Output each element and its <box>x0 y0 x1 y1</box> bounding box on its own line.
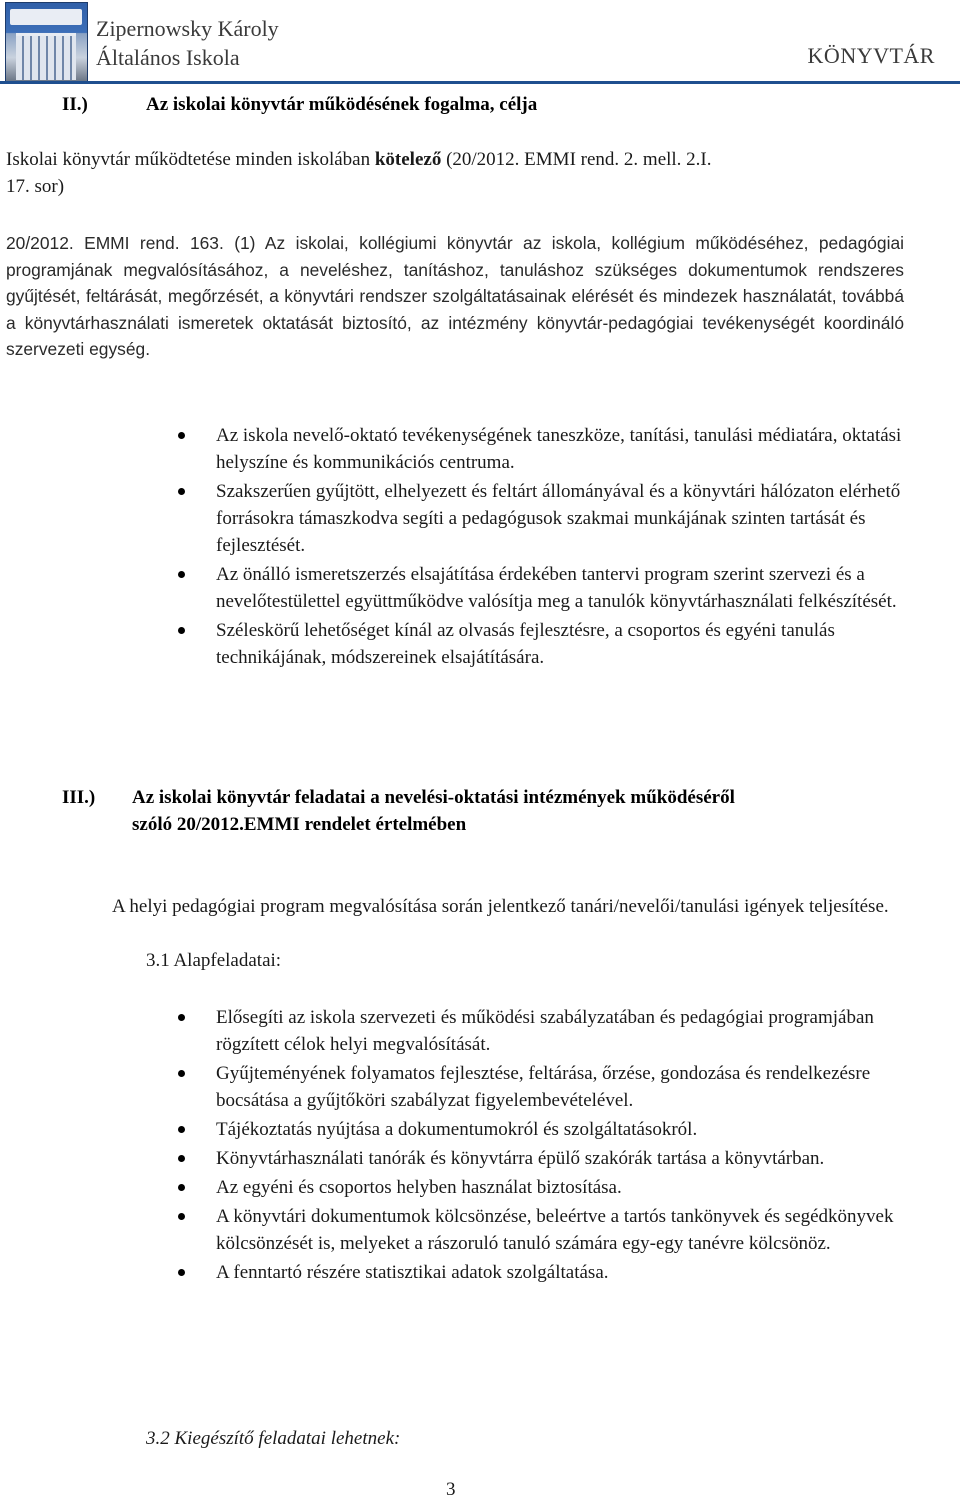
list-item-text: Az önálló ismeretszerzés elsajátítása érdekében tantervi program szerint szervezi és a nevelőtestülettel együttműködve valósítja meg a tanulók könyvtárhasználati felkészítését. <box>216 564 897 612</box>
bullet-icon <box>178 571 185 578</box>
list-item-text: Tájékoztatás nyújtása a dokumentumokról és szolgáltatásokról. <box>216 1119 698 1140</box>
header-divider <box>0 81 960 84</box>
list-item <box>216 478 906 559</box>
section-3-title-line1: Az iskolai könyvtár feladatai a nevelési-oktatási intézmények működéséről <box>132 787 735 808</box>
list-item-text: Könyvtárhasználati tanórák és könyvtárra épülő szakórák tartása a könyvtárban. <box>216 1148 825 1169</box>
section-3-bullet-list <box>216 1004 906 1286</box>
list-item-text: Gyűjteményének folyamatos fejlesztése, feltárása, őrzése, gondozása és rendelkezésre bocsátása a gyűjtőköri szabályzat figyelembevételével. <box>216 1063 871 1111</box>
list-item <box>216 561 906 615</box>
school-name-line1: Zipernowsky Károly <box>96 16 279 41</box>
list-item <box>216 617 906 671</box>
list-item <box>216 1145 906 1172</box>
list-item <box>216 1116 906 1143</box>
section-3-number: III.) <box>62 787 96 808</box>
section-3-title <box>132 784 912 838</box>
bullet-icon <box>178 1014 185 1021</box>
bullet-icon <box>178 1213 185 1220</box>
list-item-text: Szakszerűen gyűjtött, elhelyezett és feltárt állományával és a könyvtári hálózaton elérhető forrásokra támaszkodva segíti a pedagógusok szakmai munkájának szinten tartását és fejlesztését. <box>216 481 901 556</box>
intro-text-start: Iskolai könyvtár működtetése minden iskolában <box>6 149 375 170</box>
bullet-icon <box>178 1126 185 1133</box>
logo-banner <box>10 9 82 25</box>
section-2-intro <box>6 146 904 173</box>
section-3-title-line2: szóló 20/2012.EMMI rendelet értelmében <box>132 814 467 835</box>
list-item-text: Az iskola nevelő-oktató tevékenységének taneszköze, tanítási, tanulási médiatára, oktatási helyszíne és kommunikációs centruma. <box>216 425 902 473</box>
bullet-icon <box>178 488 185 495</box>
page-header <box>0 0 960 84</box>
list-item <box>216 1259 906 1286</box>
section-2-bullet-list <box>216 422 906 671</box>
school-name <box>96 14 279 72</box>
list-item-text: A fenntartó részére statisztikai adatok szolgáltatása. <box>216 1262 609 1283</box>
list-item <box>216 422 906 476</box>
list-item <box>216 1174 906 1201</box>
logo-building-photo <box>16 33 76 80</box>
section-2-number: II.) <box>62 94 88 115</box>
intro-bold-mandatory: kötelező <box>374 149 442 170</box>
list-item-text: Széleskörű lehetőséget kínál az olvasás fejlesztésre, a csoportos és egyéni tanulás technikájának, módszereinek elsajátítására. <box>216 620 835 668</box>
bullet-icon <box>178 627 185 634</box>
school-name-line2: Általános Iskola <box>96 45 240 70</box>
list-item <box>216 1004 906 1058</box>
subsection-3-1-label: 3.1 Alapfeladatai: <box>146 950 282 971</box>
school-logo <box>5 2 88 82</box>
list-item-text: Elősegíti az iskola szervezeti és működési szabályzatában és pedagógiai programjában rögzített célok helyi megvalósítását. <box>216 1007 874 1055</box>
bullet-icon <box>178 432 185 439</box>
header-section-label: KÖNYVTÁR <box>807 43 935 68</box>
section-2-title: Az iskolai könyvtár működésének fogalma, célja <box>146 94 538 115</box>
bullet-icon <box>178 1269 185 1276</box>
page-number: 3 <box>446 1479 456 1500</box>
subsection-3-2-label: 3.2 Kiegészítő feladatai lehetnek: <box>146 1428 401 1449</box>
list-item <box>216 1060 906 1114</box>
intro-text-end: (20/2012. EMMI rend. 2. mell. 2.I. <box>441 149 712 170</box>
bullet-icon <box>178 1070 185 1077</box>
list-item-text: Az egyéni és csoportos helyben használat biztosítása. <box>216 1177 622 1198</box>
list-item-text: A könyvtári dokumentumok kölcsönzése, beleértve a tartós tankönyvek és segédkönyvek kölcsönzését is, melyeket a rászoruló tanuló számára egy-egy tanévre kölcsönöz. <box>216 1206 894 1254</box>
bullet-icon <box>178 1184 185 1191</box>
section-3-intro: A helyi pedagógiai program megvalósítása során jelentkező tanári/nevelői/tanulási igények teljesítése. <box>112 896 889 917</box>
list-item <box>216 1203 906 1257</box>
section-2-legal-text: 20/2012. EMMI rend. 163. (1) Az iskolai, kollégiumi könyvtár az iskola, kollégium működéséhez, pedagógiai programjának megvalósításához, a neveléshez, tanításhoz, tanuláshoz szükséges dokumentumok rendszeres gyűjtését, feltárását, megőrzését, a könyvtári rendszer szolgáltatásainak elérését és mindezek használatát, továbbá a könyvtárhasználati ismeretek oktatását biztosító, az intézmény könyvtár-pedagógiai tevékenységét koordináló szervezeti egység. <box>6 233 904 359</box>
bullet-icon <box>178 1155 185 1162</box>
section-2-intro-line2: 17. sor) <box>6 176 65 197</box>
